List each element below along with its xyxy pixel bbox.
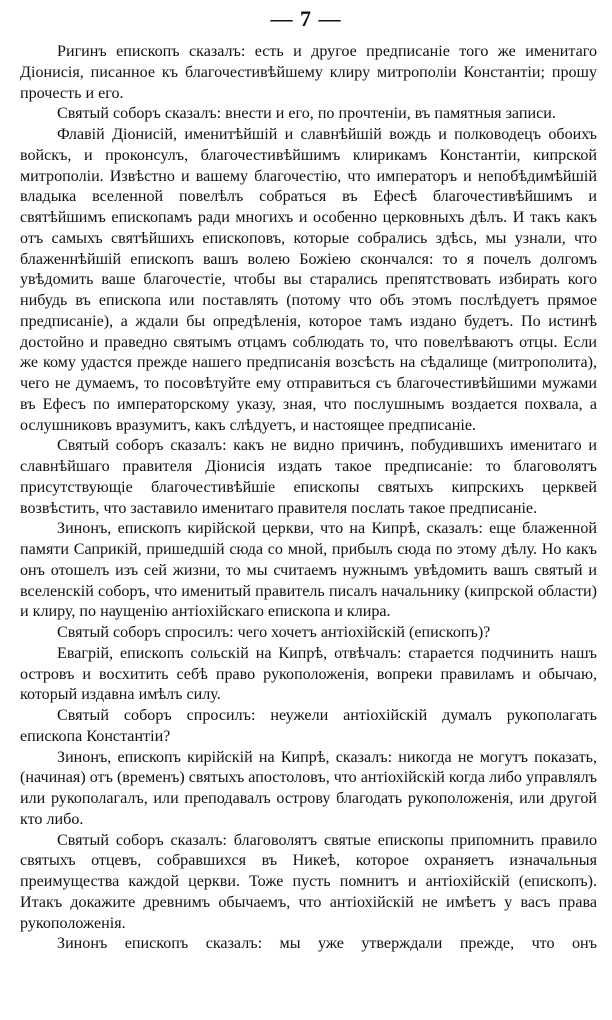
paragraph: Святый соборъ сказалъ: какъ не видно причинъ, побудившихъ именитаго и славнѣйшаго правителя Діонисія издать такое предписаніе: то благоволятъ присутствующіе благочестивѣйшіе епископы святыхъ кипрскихъ церквей возвѣстить, что заставило именитаго правителя послать такое предписаніе. [20, 437, 597, 517]
paragraph: Зинонъ, епископъ кирійскій на Кипрѣ, сказалъ: никогда не могутъ показать, (начиная) отъ (временъ) святыхъ апостоловъ, что антіохійскій когда либо управлялъ или рукополагалъ, или преподавалъ острову благодать рукоположенія, или другой кто либо. [20, 748, 597, 828]
paragraph: Флавій Діонисій, именитѣйшій и славнѣйшій вождь и полководецъ обоихъ войскъ, и проконсулъ, благочестивѣйшимъ клирикамъ Константіи, кипрской митрополіи. Извѣстно и вашему благочестію, что императоръ и непобѣдимѣйшій владыка вселенной повелѣлъ собраться въ Ефесѣ благочестивѣйшимъ и святѣйшимъ епископамъ ради многихъ и особенно церковныхъ дѣлъ. И такъ какъ отъ самыхъ святѣйшихъ епископовъ, которые собрались здѣсь, мы узнали, что блаженнѣйшій епископъ вашъ волею Божіею скончался: то я почелъ долгомъ увѣдомить ваше благочестіе, чтобы вы старались препятствовать избирать кого нибудь въ епископа или поставлять (потому что объ этомъ послѣдуетъ прямое предписаніе), а ждали бы опредѣленія, которое тамъ издано будетъ. По истинѣ достойно и праведно святымъ отцамъ соблюдать то, что повелѣваютъ отцы. Если же кому удастся прежде нашего предписанія возсѣсть на сѣдалище (митрополита), чего не думаемъ, то посовѣтуйте ему отправиться съ благочестивѣйшими мужами въ Ефесъ по императорскому указу, зная, что послушнымъ воздается похвала, а ослушниковъ вразумитъ, какъ слѣдуетъ, и настоящее предписаніе. [20, 126, 597, 434]
paragraph: Зинонъ, епископъ кирійской церкви, что на Кипрѣ, сказалъ: еще блаженной памяти Саприкій, пришедшій сюда со мной, прибылъ сюда по этому дѣлу. Но какъ онъ отошелъ изъ сей жизни, то мы считаемъ нужнымъ увѣдомить вашъ святый и вселенскій соборъ, что именитый правитель писалъ начальнику (кипрской области) и клиру, по наущенію антіохійскаго епископа и клира. [20, 520, 597, 621]
paragraph: Святый соборъ спросилъ: неужели антіохійскій думалъ рукополагать епископа Константіи? [20, 707, 597, 745]
paragraph: Святый соборъ сказалъ: благоволятъ святые епископы припомнить правило святыхъ отцевъ, собравшихся въ Никеѣ, которое охраняетъ изначальныя преимущества каждой церкви. Тоже пусть помнитъ и антіохійскій (епископъ). Итакъ докажите древнимъ обычаемъ, что антіохійскій не имѣетъ у васъ права рукоположенія. [20, 831, 597, 932]
paragraph: Зинонъ епископъ сказалъ: мы уже утверждали прежде, что онъ [57, 935, 597, 953]
paragraph: Святый соборъ спросилъ: чего хочетъ антіохійскій (епископъ)? [57, 624, 491, 641]
page-number: — 7 — [270, 6, 342, 31]
body-text [20, 42, 597, 955]
paragraph: Ригинъ епископъ сказалъ: есть и другое предписаніе того же именитаго Діонисія, писанное къ благочестивѣйшему клиру митрополіи Константіи; прошу прочесть и его. [20, 43, 597, 102]
paragraph: Евагрій, епископъ сольскій на Кипрѣ, отвѣчалъ: старается подчинить нашъ островъ и восхитить себѣ право рукоположенія, вопреки правиламъ и обычаю, который издавна имѣлъ силу. [20, 644, 597, 704]
paragraph: Святый соборъ сказалъ: внести и его, по прочтеніи, въ памятныя записи. [57, 105, 556, 123]
